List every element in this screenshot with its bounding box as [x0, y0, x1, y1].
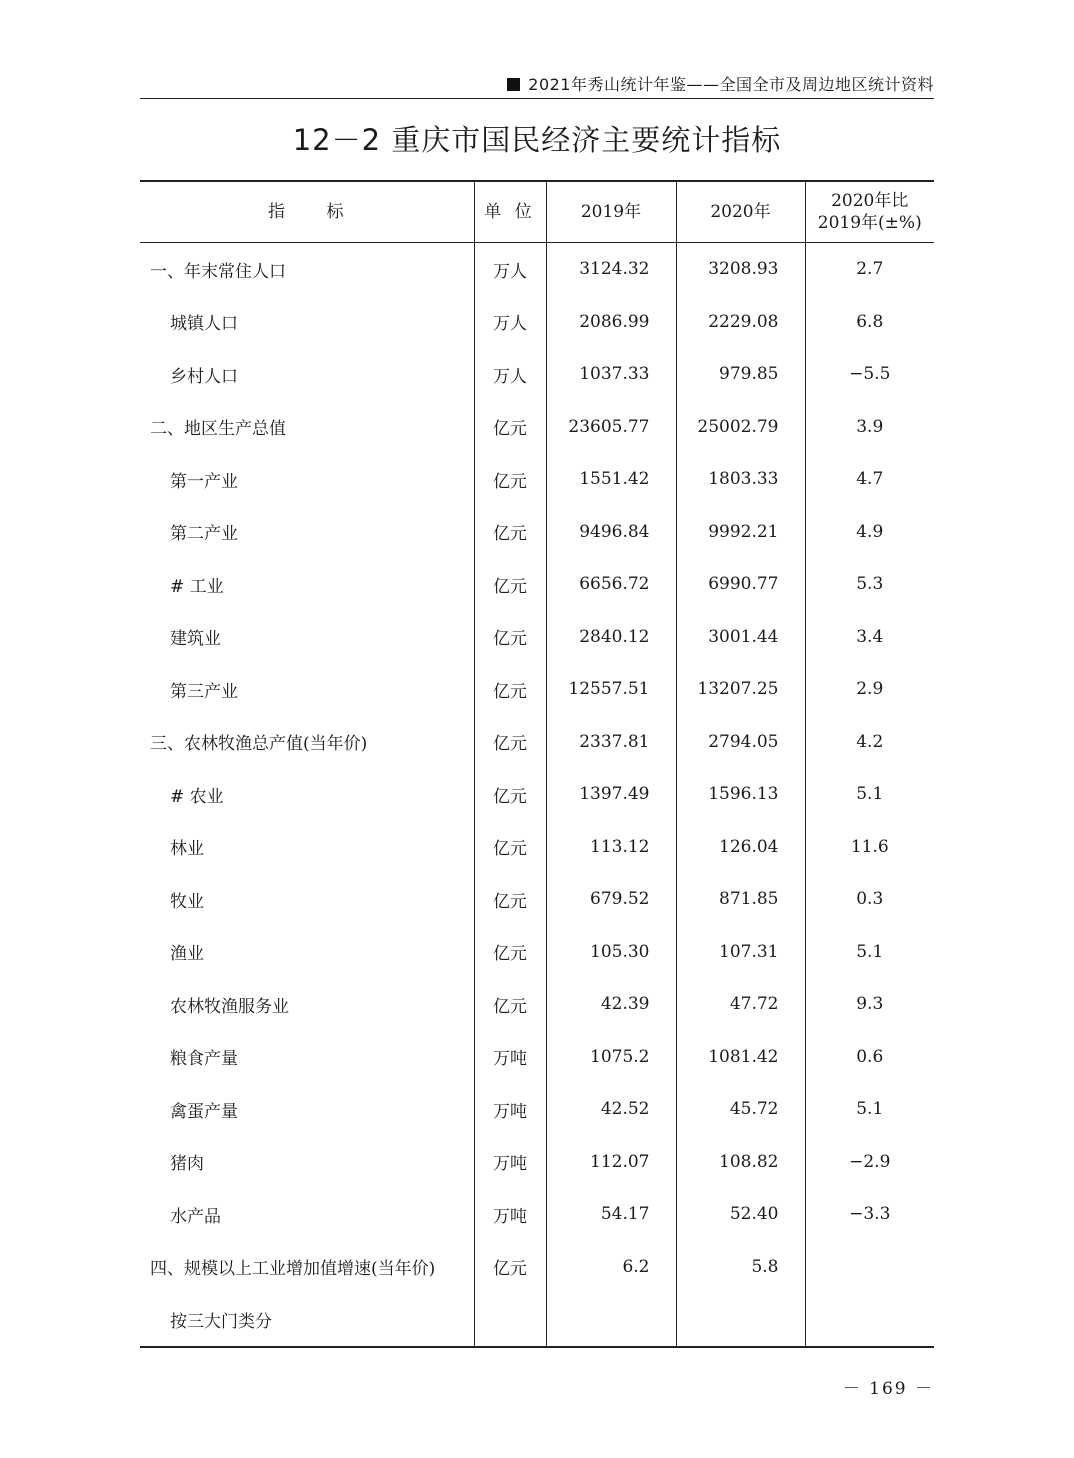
cell-2020: 45.72 [676, 1083, 805, 1136]
table-row [140, 1188, 934, 1241]
cell-change [805, 1241, 934, 1294]
cell-2020: 3208.93 [676, 243, 805, 296]
cell-indicator: 林业 [170, 839, 204, 860]
page-number: － 169 － [842, 1379, 934, 1399]
cell-2019: 3124.32 [546, 243, 676, 296]
cell-2019: 6656.72 [546, 558, 676, 611]
cell-change: 5.1 [805, 768, 934, 821]
cell-indicator: 建筑业 [170, 629, 221, 650]
cell-2020: 2794.05 [676, 716, 805, 769]
cell-unit: 亿元 [474, 453, 546, 506]
cell-unit: 亿元 [474, 978, 546, 1031]
cell-change: 5.1 [805, 926, 934, 979]
table-row [140, 1293, 934, 1347]
page-title: 12－2 重庆市国民经济主要统计指标 [292, 123, 782, 157]
table-body [140, 243, 934, 1347]
cell-2019 [546, 1293, 676, 1347]
cell-2019: 6.2 [546, 1241, 676, 1294]
cell-unit: 亿元 [474, 611, 546, 664]
cell-2019: 42.39 [546, 978, 676, 1031]
cell-unit: 万吨 [474, 1083, 546, 1136]
statistics-table [140, 180, 934, 1348]
table-row [140, 1241, 934, 1294]
cell-indicator: 第三产业 [170, 681, 238, 702]
cell-2019: 112.07 [546, 1136, 676, 1189]
cell-indicator: 城镇人口 [170, 314, 238, 335]
cell-2019: 1551.42 [546, 453, 676, 506]
cell-change: 4.2 [805, 716, 934, 769]
header-change [805, 181, 934, 243]
cell-2020: 1803.33 [676, 453, 805, 506]
cell-2020: 979.85 [676, 348, 805, 401]
cell-2020: 126.04 [676, 821, 805, 874]
cell-unit: 亿元 [474, 401, 546, 454]
cell-2020: 1596.13 [676, 768, 805, 821]
cell-indicator: 水产品 [170, 1206, 221, 1227]
cell-indicator: 第二产业 [170, 524, 238, 545]
cell-indicator: 四、规模以上工业增加值增速(当年价) [150, 1259, 436, 1280]
cell-indicator: 按三大门类分 [170, 1311, 272, 1332]
cell-2019: 23605.77 [546, 401, 676, 454]
cell-unit: 亿元 [474, 926, 546, 979]
square-icon [507, 78, 520, 91]
cell-unit: 万吨 [474, 1136, 546, 1189]
cell-unit [474, 1293, 546, 1347]
cell-2020: 3001.44 [676, 611, 805, 664]
cell-indicator: 一、年末常住人口 [150, 261, 286, 282]
cell-2019: 54.17 [546, 1188, 676, 1241]
cell-indicator: # 工业 [170, 576, 224, 597]
header-unit: 单 位 [474, 181, 546, 243]
cell-change: 3.9 [805, 401, 934, 454]
table-header-row [140, 181, 934, 243]
table-row [140, 611, 934, 664]
table-row [140, 401, 934, 454]
cell-change: 9.3 [805, 978, 934, 1031]
cell-indicator: 渔业 [170, 944, 204, 965]
cell-2020: 6990.77 [676, 558, 805, 611]
header-indicator: 指 标 [140, 181, 474, 243]
cell-2020: 871.85 [676, 873, 805, 926]
table-row [140, 453, 934, 506]
cell-change: −3.3 [805, 1188, 934, 1241]
cell-unit: 亿元 [474, 506, 546, 559]
cell-2019: 2337.81 [546, 716, 676, 769]
header-2019: 2019年 [546, 181, 676, 243]
cell-2020 [676, 1293, 805, 1347]
cell-change: 4.9 [805, 506, 934, 559]
cell-change: 2.7 [805, 243, 934, 296]
table-row [140, 978, 934, 1031]
table-row [140, 1083, 934, 1136]
header-2020: 2020年 [676, 181, 805, 243]
cell-2020: 25002.79 [676, 401, 805, 454]
cell-indicator: 第一产业 [170, 471, 238, 492]
cell-unit: 万人 [474, 348, 546, 401]
cell-2019: 2840.12 [546, 611, 676, 664]
table-row [140, 296, 934, 349]
cell-2020: 9992.21 [676, 506, 805, 559]
header-change-line1: 2020年比 [831, 191, 909, 211]
header-change-line2: 2019年(±%) [817, 213, 922, 233]
cell-unit: 亿元 [474, 716, 546, 769]
cell-change: 5.1 [805, 1083, 934, 1136]
cell-indicator: 牧业 [170, 891, 204, 912]
table-row [140, 768, 934, 821]
cell-indicator: 粮食产量 [170, 1049, 238, 1070]
cell-unit: 万吨 [474, 1188, 546, 1241]
running-header [140, 70, 934, 99]
table-row [140, 1136, 934, 1189]
cell-unit: 亿元 [474, 558, 546, 611]
table-row [140, 243, 934, 296]
cell-2019: 42.52 [546, 1083, 676, 1136]
cell-indicator: 农林牧渔服务业 [170, 996, 289, 1017]
cell-unit: 亿元 [474, 663, 546, 716]
cell-change: 2.9 [805, 663, 934, 716]
running-header-text-wrap [507, 72, 934, 95]
cell-change: 11.6 [805, 821, 934, 874]
cell-indicator: 禽蛋产量 [170, 1101, 238, 1122]
cell-2019: 679.52 [546, 873, 676, 926]
cell-2019: 1075.2 [546, 1031, 676, 1084]
cell-2020: 5.8 [676, 1241, 805, 1294]
cell-change [805, 1293, 934, 1347]
cell-2019: 2086.99 [546, 296, 676, 349]
table-row [140, 506, 934, 559]
cell-2020: 1081.42 [676, 1031, 805, 1084]
cell-unit: 万吨 [474, 1031, 546, 1084]
cell-unit: 亿元 [474, 821, 546, 874]
cell-indicator: 二、地区生产总值 [150, 419, 286, 440]
cell-2020: 107.31 [676, 926, 805, 979]
cell-unit: 亿元 [474, 768, 546, 821]
table-row [140, 716, 934, 769]
cell-indicator: 猪肉 [170, 1154, 204, 1175]
cell-unit: 亿元 [474, 873, 546, 926]
cell-change: 5.3 [805, 558, 934, 611]
cell-2020: 108.82 [676, 1136, 805, 1189]
table-row [140, 1031, 934, 1084]
cell-2020: 13207.25 [676, 663, 805, 716]
cell-2019: 1037.33 [546, 348, 676, 401]
cell-2020: 52.40 [676, 1188, 805, 1241]
running-header-text: 2021年秀山统计年鉴——全国全市及周边地区统计资料 [528, 75, 934, 94]
table-row [140, 348, 934, 401]
table-row [140, 558, 934, 611]
cell-unit: 亿元 [474, 1241, 546, 1294]
table-row [140, 663, 934, 716]
cell-2020: 2229.08 [676, 296, 805, 349]
cell-change: 6.8 [805, 296, 934, 349]
cell-2019: 113.12 [546, 821, 676, 874]
cell-indicator: # 农业 [170, 786, 224, 807]
cell-change: 0.6 [805, 1031, 934, 1084]
cell-indicator: 乡村人口 [170, 366, 238, 387]
cell-2019: 1397.49 [546, 768, 676, 821]
cell-unit: 万人 [474, 243, 546, 296]
cell-change: 4.7 [805, 453, 934, 506]
cell-indicator: 三、农林牧渔总产值(当年价) [150, 734, 368, 755]
cell-change: 0.3 [805, 873, 934, 926]
cell-2019: 12557.51 [546, 663, 676, 716]
table-row [140, 821, 934, 874]
cell-2019: 9496.84 [546, 506, 676, 559]
cell-change: 3.4 [805, 611, 934, 664]
cell-2020: 47.72 [676, 978, 805, 1031]
table-row [140, 926, 934, 979]
cell-change: −2.9 [805, 1136, 934, 1189]
cell-2019: 105.30 [546, 926, 676, 979]
cell-unit: 万人 [474, 296, 546, 349]
cell-change: −5.5 [805, 348, 934, 401]
table-row [140, 873, 934, 926]
